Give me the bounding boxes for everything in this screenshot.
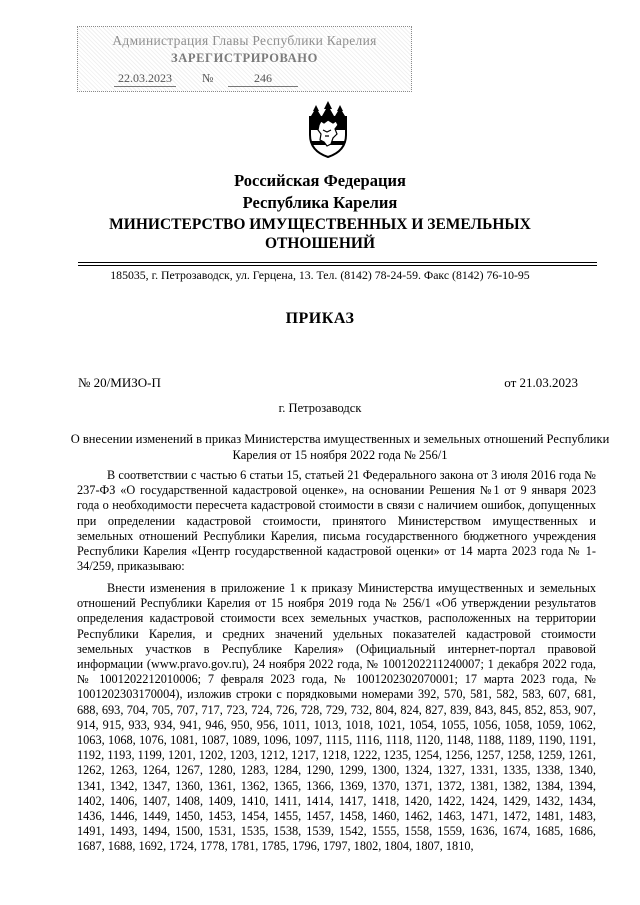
country-heading: Российская Федерация — [234, 171, 406, 190]
stamp-registered-label: ЗАРЕГИСТРИРОВАНО — [171, 51, 318, 65]
ministry-name: МИНИСТЕРСТВО ИМУЩЕСТВЕННЫХ И ЗЕМЕЛЬНЫХ ОТНОШЕНИЙ — [109, 216, 531, 252]
stamp-date: 22.03.2023 — [114, 71, 176, 87]
karelia-coat-of-arms-icon — [307, 101, 349, 158]
body-paragraph-basis: В соответствии с частью 6 статьи 15, статьей 21 Федерального закона от 3 июля 2016 года № 237-ФЗ «О государственной кадастровой оценке», на основании Решения №1 от 9 января 2023 года о необходимости пересчета кадастровой стоимости в связи с наличием ошибок, допущенных при определении кадастровой стоимости, принятого Министерством имущественных и земельных отношений Республики Карелия, письма государственного бюджетного учреждения Республики Карелия «Центр государственной кадастровой оценки» от 14 марта 2023 года № 1-34/259, приказываю: — [77, 468, 596, 574]
document-number: № 20/МИЗО-П — [78, 375, 161, 390]
registration-stamp — [77, 26, 412, 92]
stamp-organization: Администрация Главы Республики Карелия — [112, 33, 377, 48]
header-divider — [78, 262, 597, 263]
document-date: от 21.03.2023 — [504, 375, 578, 390]
document-title: ПРИКАЗ — [285, 310, 355, 327]
header-divider-thin — [78, 265, 597, 266]
republic-heading: Республика Карелия — [242, 193, 398, 212]
ministry-contacts: 185035, г. Петрозаводск, ул. Герцена, 13. Тел. (8142) 78-24-59. Факс (8142) 76-10-95 — [110, 268, 530, 282]
document-subject: О внесении изменений в приказ Министерства имущественных и земельных отношений Республики Карелия от 15 ноября 2022 года № 256/1 — [70, 432, 610, 462]
stamp-number-label: № — [202, 71, 214, 85]
stamp-number: 246 — [228, 71, 298, 87]
body-paragraph-order: Внести изменения в приложение 1 к приказу Министерства имущественных и земельных отношений Республики Карелия от 15 ноября 2019 года № 256/1 «Об утверждении результатов определения кадастровой стоимости всех земельных участков, расположенных на территории Республики Карелия, и средних значений удельных показателей кадастровой стоимости земельных участков в Республике Карелия» (Официальный интернет-портал правовой информации (www.pravo.gov.ru), 24 ноября 2022 года, № 1001202211240007; 1 декабря 2022 года, № 1001202212010006; 7 февраля 2023 года, № 1001202302070001; 17 марта 2023 года, № 1001202303170004), изложив строки с порядковыми номерами 392, 570, 581, 582, 583, 607, 681, 688, 693, 704, 705, 707, 717, 723, 724, 726, 728, 729, 732, 804, 824, 827, 839, 843, 845, 852, 853, 907, 914, 915, 933, 934, 941, 946, 950, 956, 1011, 1013, 1018, 1021, 1054, 1055, 1056, 1058, 1059, 1062, 1063, 1068, 1076, 1081, 1087, 1089, 1096, 1097, 1115, 1116, 1118, 1120, 1148, 1188, 1189, 1190, 1191, 1192, 1193, 1199, 1201, 1202, 1203, 1212, 1217, 1218, 1222, 1235, 1254, 1256, 1257, 1258, 1259, 1261, 1262, 1263, 1264, 1267, 1280, 1283, 1284, 1290, 1299, 1300, 1324, 1327, 1331, 1335, 1338, 1340, 1341, 1342, 1347, 1360, 1361, 1362, 1365, 1366, 1369, 1370, 1371, 1372, 1381, 1382, 1384, 1394, 1402, 1406, 1407, 1408, 1409, 1410, 1411, 1414, 1417, 1418, 1420, 1422, 1424, 1429, 1432, 1434, 1436, 1446, 1449, 1450, 1453, 1454, 1455, 1457, 1458, 1460, 1462, 1463, 1471, 1472, 1481, 1483, 1491, 1493, 1494, 1500, 1531, 1535, 1538, 1539, 1542, 1555, 1558, 1559, 1636, 1674, 1685, 1686, 1687, 1688, 1692, 1724, 1778, 1781, 1785, 1796, 1797, 1802, 1804, 1807, 1810, — [77, 581, 596, 854]
ministry-heading — [0, 215, 640, 253]
document-city: г. Петрозаводск — [278, 401, 362, 415]
